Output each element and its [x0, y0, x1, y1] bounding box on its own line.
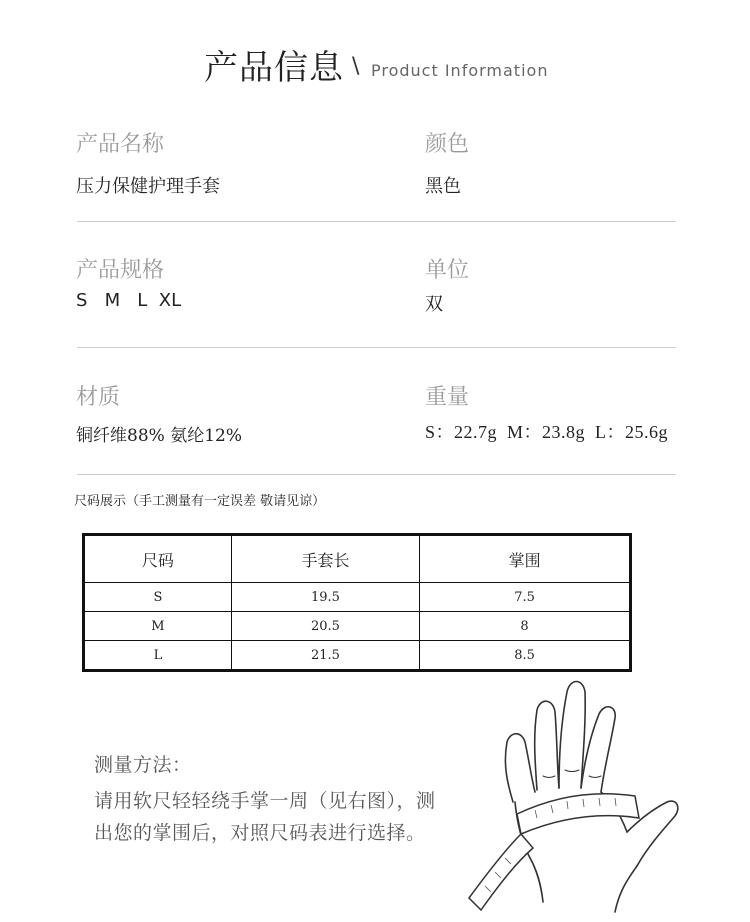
- product-name-value: 压力保健护理手套: [76, 176, 220, 197]
- page-subtitle: Product Information: [371, 61, 549, 80]
- table-cell: 19.5: [231, 583, 419, 612]
- table-cell: 7.5: [420, 583, 631, 612]
- material-label: 材质: [76, 385, 121, 410]
- material-value: 铜纤维88% 氨纶12%: [76, 426, 242, 446]
- table-cell: M: [84, 612, 232, 641]
- divider: [77, 221, 676, 222]
- divider: [77, 474, 676, 475]
- title-separator: \: [352, 54, 360, 79]
- table-cell: 8: [420, 612, 631, 641]
- method-text-line-2: 出您的掌围后，对照尺码表进行选择。: [94, 822, 426, 844]
- table-cell: 21.5: [231, 641, 419, 671]
- color-value: 黑色: [425, 176, 461, 197]
- unit-value: 双: [425, 294, 443, 315]
- weight-value: S：22.7g M：23.8g L：25.6g: [425, 422, 669, 442]
- table-cell: S: [84, 583, 232, 612]
- table-header-cell: 尺码: [84, 535, 232, 583]
- hand-measurement-illustration: [455, 672, 725, 922]
- weight-label: 重量: [425, 385, 470, 410]
- size-note: 尺码展示（手工测量有一定误差 敬请见谅）: [74, 494, 326, 509]
- color-label: 颜色: [425, 132, 470, 157]
- method-title: 测量方法：: [94, 754, 192, 776]
- unit-label: 单位: [425, 258, 470, 283]
- table-header-cell: 手套长: [231, 535, 419, 583]
- table-cell: 8.5: [420, 641, 631, 671]
- table-header-cell: 掌围: [420, 535, 631, 583]
- method-text-line-1: 请用软尺轻轻绕手掌一周（见右图），测: [94, 790, 436, 812]
- table-row: [84, 583, 631, 612]
- spec-label: 产品规格: [76, 258, 165, 283]
- divider: [77, 347, 676, 348]
- table-row: [84, 612, 631, 641]
- page-title: 产品信息: [204, 48, 344, 88]
- table-header-row: [84, 535, 631, 583]
- product-name-label: 产品名称: [76, 132, 165, 157]
- table-cell: 20.5: [231, 612, 419, 641]
- size-table: [82, 533, 632, 672]
- table-cell: L: [84, 641, 232, 671]
- table-row: [84, 641, 631, 671]
- spec-value: S M L XL: [76, 290, 182, 311]
